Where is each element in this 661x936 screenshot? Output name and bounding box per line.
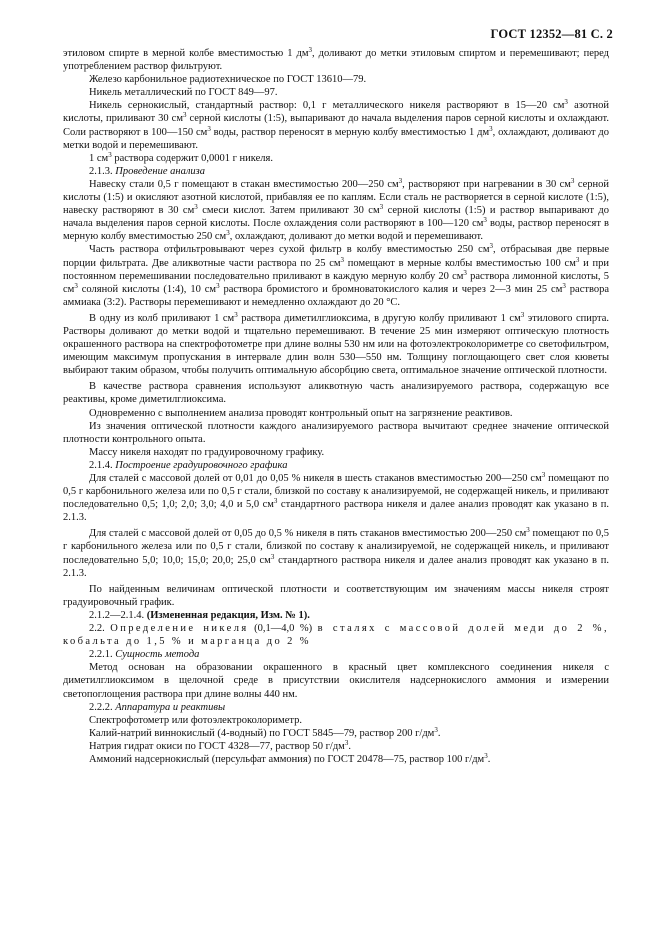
paragraph: Аммоний надсернокислый (персульфат аммония) по ГОСТ 20478—75, раствор 100 $г/дм^3$. (89, 751, 491, 765)
paragraph: Для сталей с массовой долей от 0,05 до 0,5 % никеля в пять стаканов вместимостью 200—250 $см^3$ помещают по 0,5 г карбонильного железа или по 0,5 г стали, близкой по составу к анализируемой, не содержащей никель, и приливают последовательно 5,0; 10,0; 15,0; 20,0; 25,0 $см^3$ стандартного раствора никеля и далее анализ проводят как указано в п. 2.1.3. (63, 526, 609, 579)
paragraph: Натрия гидрат окиси по ГОСТ 4328—77, раствор 50 $г/дм^3$. (89, 738, 351, 752)
paragraph: 2.2.2. Аппаратура и реактивы (89, 701, 226, 713)
paragraph: Железо карбонильное радиотехническое по ГОСТ 13610—79. (89, 74, 367, 86)
paragraph: Из значения оптической плотности каждого анализируемого раствора вычитают среднее значение оптической плотности контрольного опыта. (63, 420, 609, 445)
paragraph: 2.2.1. Сущность метода (89, 649, 200, 661)
paragraph: Никель сернокислый, стандартный раствор: 0,1 г металлического никеля растворяют в 15—20 $см^3$ азотной кислоты, приливают 30 $см^3$ серной кислоты (1:5), выпаривают до начала выделения паров серной кислоты и охлаждают. Соли растворяют в 100—150 $см^3$ воды, раствор переносят в мерную колбу вместимостью 1 $дм^3$, охлаждают, доливают до метки водой и перемешивают. (63, 98, 609, 151)
paragraph: Для сталей с массовой долей от 0,01 до 0,05 % никеля в шесть стаканов вместимостью 200—250 $см^3$ помещают по 0,5 г карбонильного железа или по 0,5 г стали, близкой по составу к анализируемой, не содержащей никель, и приливают последовательно 0,5; 1,0; 2,0; 3,0; 4,0 и 5,0 $см^3$ стандартного раствора никеля и далее анализ проводят как указано в п. 2.1.3. (63, 471, 609, 524)
paragraph: Спектрофотометр или фотоэлектроколориметр. (89, 714, 302, 726)
paragraph: Одновременно с выполнением анализа проводят контрольный опыт на загрязнение реактивов. (89, 407, 513, 419)
paragraph: В одну из колб приливают 1 $см^3$ раствора диметилглиоксима, в другую колбу приливают 1 $см^3$ этилового спирта. Растворы доливают до метки водой и тщательно перемешивают. В течение 25 мин измеряют оптическую плотность окрашенного раствора на спектрофотометре при длине волны 530 нм или на фотоэлектроколориметре со светофильтром, имеющим максимум пропускания в интервале длин волн 530—550 нм. Толщину поглощающего свет слоя кюветы выбирают таким образом, чтобы получить оптимальную абсорбцию света, оптимальное значение оптической плотности. (63, 310, 609, 377)
paragraph: По найденным величинам оптической плотности и соответствующим им значениям массы никеля строят градуировочный график. (63, 583, 609, 608)
paragraph: Калий-натрий виннокислый (4-водный) по ГОСТ 5845—79, раствор 200 $г/дм^3$. (89, 725, 441, 739)
paragraph: Никель металлический по ГОСТ 849—97. (89, 87, 278, 99)
paragraph: 2.1.4. Построение градуировочного графика (89, 459, 288, 471)
paragraph: В качестве раствора сравнения используют аликвотную часть анализируемого раствора, содержащую все реактивы, кроме диметилглиоксима. (63, 381, 609, 406)
page-header: ГОСТ 12352—81 С. 2 (490, 27, 613, 41)
paragraph: 2.1.2—2.1.4. (Измененная редакция, Изм. № 1). (89, 609, 310, 621)
paragraph: Метод основан на образовании окрашенного в красный цвет комплексного соединения никеля с диметилглиоксимом в щелочной среде в присутствии окислителя надсернокислого аммония и измерении светопоглощения раствора при длине волны 440 нм. (63, 662, 609, 700)
paragraph: Массу никеля находят по градуировочному графику. (89, 446, 325, 458)
paragraph: 2.2. Определение никеля (0,1—4,0 %) в сталях с массовой долей меди до 2 %, кобальта до 1,5 % и марганца до 2 % (63, 623, 609, 648)
paragraph: 1 $см^3$ раствора содержит 0,0001 г никеля. (89, 150, 273, 164)
paragraph: Часть раствора отфильтровывают через сухой фильтр в колбу вместимостью 250 $см^3$, отбрасывая две первые порции фильтрата. Две аликвотные части раствора по 25 $см^3$ помещают в мерные колбы вместимостью 100 $см^3$ и при постоянном перемешивании последовательно приливают в каждую мерную колбу 20 $см^3$ раствора лимонной кислоты, 5 $см^3$ соляной кислоты (1:4), 10 $см^3$ раствора бромистого и бромноватокислого калия и через 2—3 мин 25 $см^3$ раствора аммиака (3:2). Растворы перемешивают и немедленно охлаждают до 20 °С. (63, 242, 609, 308)
paragraph: 2.1.3. Проведение анализа (89, 165, 206, 177)
paragraph: Навеску стали 0,5 г помещают в стакан вместимостью 200—250 $см^3$, растворяют при нагревании в 30 $см^3$ серной кислоты (1:5) и окисляют азотной кислотой, прибавляя ее по каплям. Если сталь не растворяется в серной кислоте (1:5), навеску растворяют в 30 $см^3$ смеси кислот. Затем приливают 30 $см^3$ серной кислоты (1:5) и раствор выпаривают до начала выделения паров серной кислоты. После охлаждения соли растворяют в 100—120 $см^3$ воды, раствор переносят в мерную колбу вместимостью 250 $см^3$, охлаждают, доливают до метки водой и перемешивают. (63, 176, 610, 243)
document-body (63, 47, 609, 766)
paragraph: этиловом спирте в мерной колбе вместимостью 1 $дм^3$, доливают до метки этиловым спиртом и перемешивают; перед употреблением раствор фильтруют. (63, 46, 609, 73)
